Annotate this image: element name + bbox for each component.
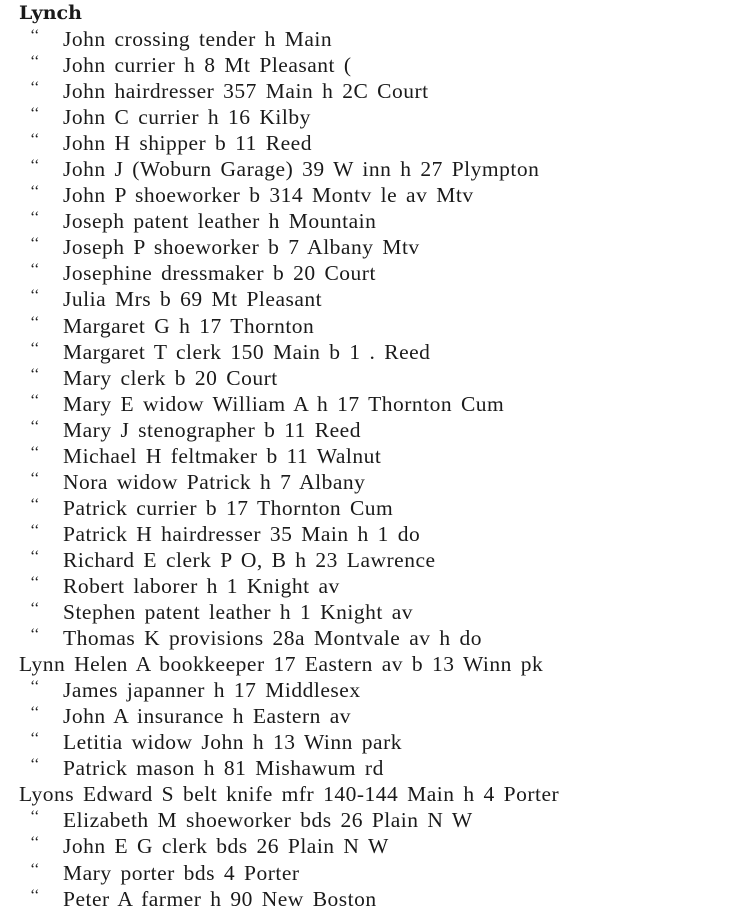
surname-entry [0,781,736,807]
directory-entry [0,547,736,573]
ditto-mark: ‘‘ [30,573,40,591]
ditto-mark: ‘‘ [30,521,40,539]
entry-text: Patrick currier b 17 Thornton Cum [63,495,394,520]
entry-text: John C currier h 16 Kilby [63,105,311,130]
entry-text: John J (Woburn Garage) 39 W inn h 27 Plympton [63,157,540,182]
ditto-mark: ‘‘ [30,105,40,123]
entry-text: Mary E widow William A h 17 Thornton Cum [63,391,505,416]
ditto-mark: ‘‘ [30,261,40,279]
directory-entry [0,599,736,625]
ditto-mark: ‘‘ [30,886,40,904]
entry-text: Lyons Edward S belt knife mfr 140-144 Main h 4 Porter [19,782,560,807]
entry-text: John crossing tender h Main [63,27,333,51]
entry-text: James japanner h 17 Middlesex [63,678,361,703]
ditto-mark: ‘‘ [30,131,40,149]
ditto-mark: ‘‘ [30,495,40,513]
ditto-mark: ‘‘ [30,287,40,305]
entry-text: Michael H feltmaker b 11 Walnut [63,443,382,468]
directory-entry [0,469,736,495]
entry-text: Lynn Helen A bookkeeper 17 Eastern av b 13 Winn pk [19,652,544,677]
ditto-mark: ‘‘ [30,834,40,852]
ditto-mark: ‘‘ [30,808,40,826]
directory-entry [0,521,736,547]
entry-text: Elizabeth M shoeworker bds 26 Plain N W [63,808,473,833]
directory-entry [0,260,736,286]
directory-entry [0,156,736,182]
directory-entry [0,104,736,130]
directory-entry [0,286,736,312]
directory-entry [0,313,736,339]
ditto-mark: ‘‘ [30,443,40,461]
entry-text: Robert laborer h 1 Knight av [63,573,340,598]
ditto-mark: ‘‘ [30,339,40,357]
directory-entry [0,833,736,859]
entry-text: Josephine dressmaker b 20 Court [63,261,376,286]
directory-entry [0,52,736,78]
directory-entry [0,703,736,729]
entry-text: Margaret T clerk 150 Main b 1 . Reed [63,339,431,364]
entry-text: John A insurance h Eastern av [63,704,352,729]
ditto-mark: ‘‘ [30,183,40,201]
ditto-mark: ‘‘ [30,235,40,253]
directory-entry [0,130,736,156]
directory-entry [0,729,736,755]
directory-entry [0,26,736,52]
entry-text: John P shoeworker b 314 Montv le av Mtv [63,183,474,208]
ditto-mark: ‘‘ [30,756,40,774]
ditto-mark: ‘‘ [30,157,40,175]
ditto-mark: ‘‘ [30,79,40,97]
entry-text: Thomas K provisions 28a Montvale av h do [63,626,482,651]
entry-text: Richard E clerk P O, B h 23 Lawrence [63,547,436,572]
directory-entry [0,625,736,651]
directory-entry [0,495,736,521]
ditto-mark: ‘‘ [30,313,40,331]
entry-text: John E G clerk bds 26 Plain N W [63,834,389,859]
ditto-mark: ‘‘ [30,417,40,435]
entry-text: John currier h 8 Mt Pleasant ( [63,53,352,78]
surname-heading: Lynch [19,2,82,24]
entry-text: Stephen patent leather h 1 Knight av [63,600,414,625]
directory-entry [0,860,736,886]
directory-entry [0,234,736,260]
directory-entry [0,78,736,104]
ditto-mark: ‘‘ [30,391,40,409]
surname-entry [0,651,736,677]
ditto-mark: ‘‘ [30,365,40,383]
directory-entry [0,339,736,365]
entry-text: Joseph patent leather h Mountain [63,209,377,234]
directory-entry [0,417,736,443]
directory-entry [0,573,736,599]
entry-text: Joseph P shoeworker b 7 Albany Mtv [63,235,420,260]
directory-entry [0,443,736,469]
ditto-mark: ‘‘ [30,860,40,878]
ditto-mark: ‘‘ [30,209,40,227]
entry-text: Julia Mrs b 69 Mt Pleasant [63,287,323,312]
entry-text: John hairdresser 357 Main h 2C Court [63,79,429,104]
directory-entry [0,807,736,833]
ditto-mark: ‘‘ [30,626,40,644]
entry-text: Patrick mason h 81 Mishawum rd [63,756,384,781]
directory-entry [0,391,736,417]
directory-entry [0,677,736,703]
directory-entry [0,755,736,781]
ditto-mark: ‘‘ [30,730,40,748]
directory-entry [0,182,736,208]
directory-entries [0,26,736,912]
ditto-mark: ‘‘ [30,469,40,487]
entry-text: Mary clerk b 20 Court [63,365,278,390]
entry-text: Mary porter bds 4 Porter [63,860,300,885]
entry-text: John H shipper b 11 Reed [63,131,312,156]
ditto-mark: ‘‘ [30,547,40,565]
ditto-mark: ‘‘ [30,600,40,618]
ditto-mark: ‘‘ [30,27,40,44]
ditto-mark: ‘‘ [30,53,40,71]
entry-text: Letitia widow John h 13 Winn park [63,730,402,755]
entry-text: Margaret G h 17 Thornton [63,313,315,338]
entry-text: Nora widow Patrick h 7 Albany [63,469,366,494]
entry-text: Mary J stenographer b 11 Reed [63,417,361,442]
directory-entry [0,886,736,912]
ditto-mark: ‘‘ [30,704,40,722]
ditto-mark: ‘‘ [30,678,40,696]
entry-text: Peter A farmer h 90 New Boston [63,886,377,911]
directory-entry [0,365,736,391]
directory-entry [0,208,736,234]
entry-text: Patrick H hairdresser 35 Main h 1 do [63,521,421,546]
